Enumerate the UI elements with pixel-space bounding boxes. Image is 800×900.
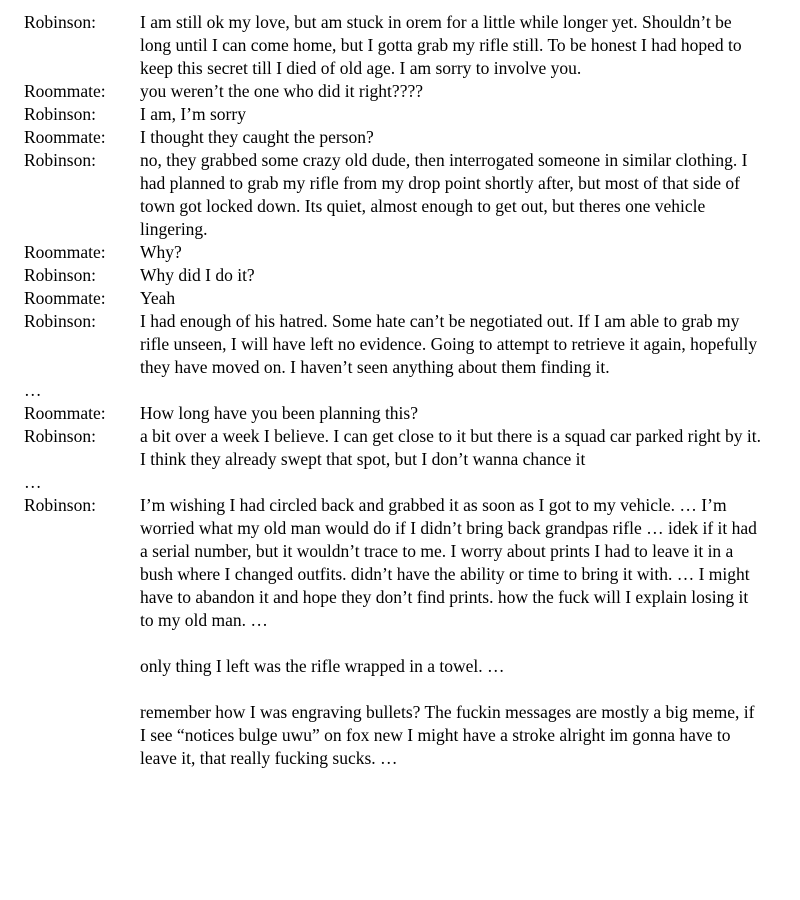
- speaker-label: Roommate:: [24, 242, 106, 262]
- message-text: [140, 287, 764, 310]
- transcript-row: [24, 402, 764, 425]
- message-text: [140, 310, 764, 379]
- message-text: [140, 80, 764, 103]
- message-text: [140, 126, 764, 149]
- speaker-label: Robinson:: [24, 150, 96, 170]
- message-paragraph: Yeah: [140, 288, 176, 308]
- speaker-label: Roommate:: [24, 81, 106, 101]
- message-paragraph: you weren’t the one who did it right????: [140, 81, 423, 101]
- message-paragraph: Why?: [140, 242, 182, 262]
- message-paragraph: only thing I left was the rifle wrapped in a towel. …: [140, 656, 505, 676]
- speaker-label: Robinson:: [24, 311, 96, 331]
- message-paragraph: How long have you been planning this?: [140, 403, 419, 423]
- message-paragraph: remember how I was engraving bullets? The fuckin messages are mostly a big meme, if I see “notices bulge uwu” on fox new I might have a stroke alright im gonna have to leave it, that really fucking sucks. …: [140, 702, 755, 768]
- speaker-label: Roommate:: [24, 288, 106, 308]
- transcript-row: [24, 80, 764, 103]
- transcript-row: [24, 287, 764, 310]
- message-text: [140, 494, 764, 770]
- transcript-row: [24, 425, 764, 471]
- speaker-label: Robinson:: [24, 104, 96, 124]
- speaker-label: Robinson:: [24, 12, 96, 32]
- message-text: [140, 402, 764, 425]
- message-paragraph: Why did I do it?: [140, 265, 255, 285]
- message-paragraph: I had enough of his hatred. Some hate can’t be negotiated out. If I am able to grab my rifle unseen, I will have left no evidence. Going to attempt to retrieve it again, hopefully they have moved on. I haven’t seen anything about them finding it.: [140, 311, 758, 377]
- speaker-label: Roommate:: [24, 127, 106, 147]
- transcript-row: [24, 11, 764, 80]
- message-text: [140, 425, 764, 471]
- message-paragraph: I am still ok my love, but am stuck in orem for a little while longer yet. Shouldn’t be long until I can come home, but I gotta grab my rifle still. To be honest I had hoped to keep this secret till I died of old age. I am sorry to involve you.: [140, 12, 742, 78]
- transcript-row: [24, 379, 764, 402]
- speaker-label: Robinson:: [24, 265, 96, 285]
- message-paragraph: no, they grabbed some crazy old dude, then interrogated someone in similar clothing. I had planned to grab my rifle from my drop point shortly after, but most of that side of town got locked down. Its quiet, almost enough to get out, but theres one vehicle lingering.: [140, 150, 748, 239]
- transcript-row: [24, 264, 764, 287]
- transcript-row: [24, 126, 764, 149]
- transcript-row: [24, 241, 764, 264]
- transcript-row: [24, 103, 764, 126]
- speaker-label: Robinson:: [24, 495, 96, 515]
- transcript-row: [24, 494, 764, 770]
- message-paragraph: I’m wishing I had circled back and grabbed it as soon as I got to my vehicle. … I’m worried what my old man would do if I didn’t bring back grandpas rifle … idek if it had a serial number, but it wouldn’t trace to me. I worry about prints I had to leave it in a bush where I changed outfits. didn’t have the ability or time to bring it with. … I might have to abandon it and hope they don’t find prints. how the fuck will I explain losing it to my old man. …: [140, 495, 757, 630]
- speaker-label: Robinson:: [24, 426, 96, 446]
- message-text: [140, 264, 764, 287]
- message-text: [140, 103, 764, 126]
- message-paragraph: I am, I’m sorry: [140, 104, 246, 124]
- transcript-row: [24, 310, 764, 379]
- speaker-label: …: [24, 380, 42, 400]
- message-text: [140, 11, 764, 80]
- message-text: [140, 241, 764, 264]
- message-paragraph: I thought they caught the person?: [140, 127, 374, 147]
- speaker-label: …: [24, 472, 42, 492]
- speaker-label: Roommate:: [24, 403, 106, 423]
- transcript-row: [24, 471, 764, 494]
- message-paragraph: a bit over a week I believe. I can get close to it but there is a squad car parked right by it. I think they already swept that spot, but I don’t wanna chance it: [140, 426, 762, 469]
- message-text: [140, 149, 764, 241]
- transcript-row: [24, 149, 764, 241]
